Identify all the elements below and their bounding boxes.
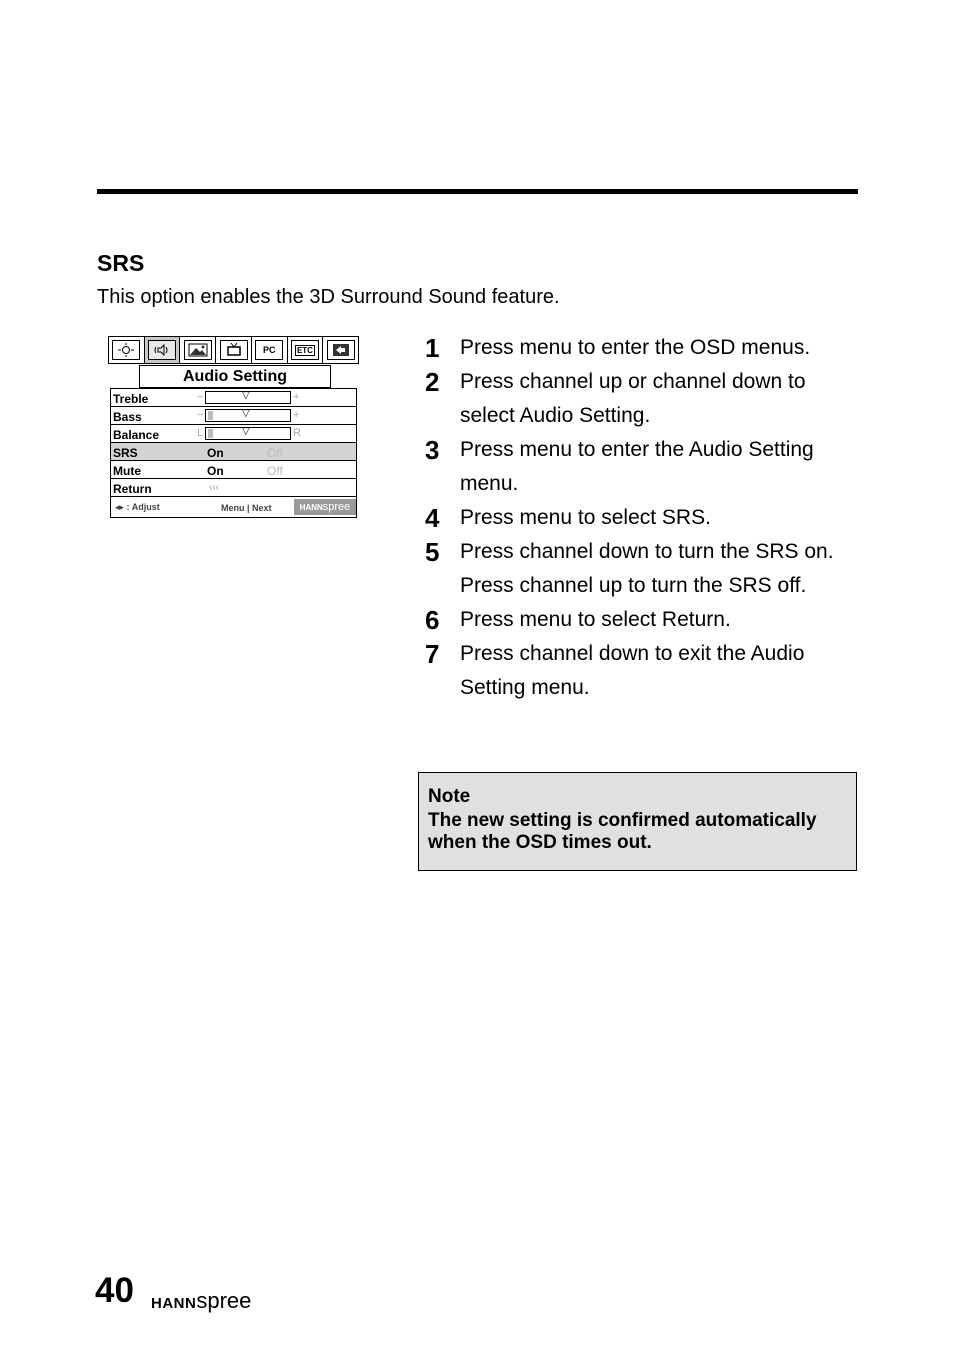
bass-slider (205, 409, 291, 422)
srs-on-value: On (207, 446, 224, 460)
osd-row-label: Treble (113, 392, 149, 406)
osd-row-return (111, 479, 356, 497)
pc-label: PC (255, 340, 283, 360)
minus-sign: − (197, 391, 204, 403)
left-sign: L (197, 427, 204, 439)
osd-settings-table (110, 388, 357, 518)
step-text: Press channel down to turn the SRS on. Press channel up to turn the SRS off. (460, 540, 834, 597)
balance-slider (205, 427, 291, 440)
brand-logo: HANNspree (151, 1288, 252, 1313)
intro-text: This option enables the 3D Surround Sound feature. (97, 286, 560, 308)
osd-icon-bar (108, 336, 359, 364)
osd-row-label: Bass (113, 410, 142, 424)
step-text: Press menu to select SRS. (460, 506, 711, 529)
mute-on-value: On (207, 464, 224, 478)
picture-icon (180, 337, 216, 363)
plus-sign: + (293, 409, 300, 421)
page-number: 40 (95, 1271, 134, 1310)
osd-row-bass (111, 407, 356, 425)
note-body: The new setting is confirmed automatically when the OSD times out. (428, 810, 817, 853)
step-text: Press menu to enter the Audio Setting menu. (460, 438, 814, 495)
osd-row-label: SRS (113, 446, 138, 460)
osd-screenshot (108, 336, 359, 520)
step-text: Press channel up or channel down to select Audio Setting. (460, 370, 806, 427)
step-number: 1 (425, 333, 440, 363)
step-number: 4 (425, 503, 440, 533)
plus-sign: + (293, 391, 300, 403)
slider-knob-icon: ▽ (242, 408, 250, 419)
step-item (425, 603, 865, 637)
step-item (425, 501, 865, 535)
etc-icon (288, 337, 324, 363)
step-number: 6 (425, 605, 440, 635)
srs-off-value: Off (267, 446, 283, 460)
top-rule (97, 189, 858, 194)
step-item (425, 433, 865, 501)
step-item (425, 331, 865, 365)
slider-knob-icon: ▽ (242, 390, 250, 401)
steps-list (425, 331, 865, 705)
osd-row-label: Mute (113, 464, 141, 478)
step-number: 3 (425, 435, 440, 465)
note-title: Note (428, 786, 471, 807)
tv-icon (216, 337, 252, 363)
step-text: Press menu to select Return. (460, 608, 731, 631)
note-box (418, 772, 857, 871)
step-number: 7 (425, 639, 440, 669)
osd-brand-logo: HANNspree (294, 499, 356, 515)
osd-title: Audio Setting (139, 365, 331, 388)
exit-icon (323, 337, 358, 363)
osd-row-treble (111, 389, 356, 407)
osd-row-srs (111, 443, 356, 461)
step-number: 5 (425, 537, 440, 567)
step-item (425, 637, 865, 705)
step-item (425, 365, 865, 433)
step-text: Press channel down to exit the Audio Setting menu. (460, 642, 805, 699)
osd-row-label: Return (113, 482, 152, 496)
osd-nav-hint: Menu | Next (221, 503, 272, 513)
step-text: Press menu to enter the OSD menus. (460, 336, 811, 359)
pc-icon (252, 337, 288, 363)
step-number: 2 (425, 367, 440, 397)
etc-label: ETC (296, 345, 313, 355)
osd-row-balance (111, 425, 356, 443)
step-item (425, 535, 865, 603)
audio-icon (145, 337, 181, 363)
osd-row-mute (111, 461, 356, 479)
osd-footer (111, 498, 356, 517)
treble-slider (205, 391, 291, 404)
return-arrow-icon: ‹‹‹ (209, 482, 219, 493)
minus-sign: − (197, 409, 204, 421)
slider-knob-icon: ▽ (242, 426, 250, 437)
osd-row-label: Balance (113, 428, 160, 442)
section-title: SRS (97, 250, 145, 276)
mute-off-value: Off (267, 464, 283, 478)
brightness-icon (109, 337, 145, 363)
osd-adjust-hint: ◂▸ : Adjust (115, 502, 160, 512)
right-sign: R (293, 427, 301, 439)
